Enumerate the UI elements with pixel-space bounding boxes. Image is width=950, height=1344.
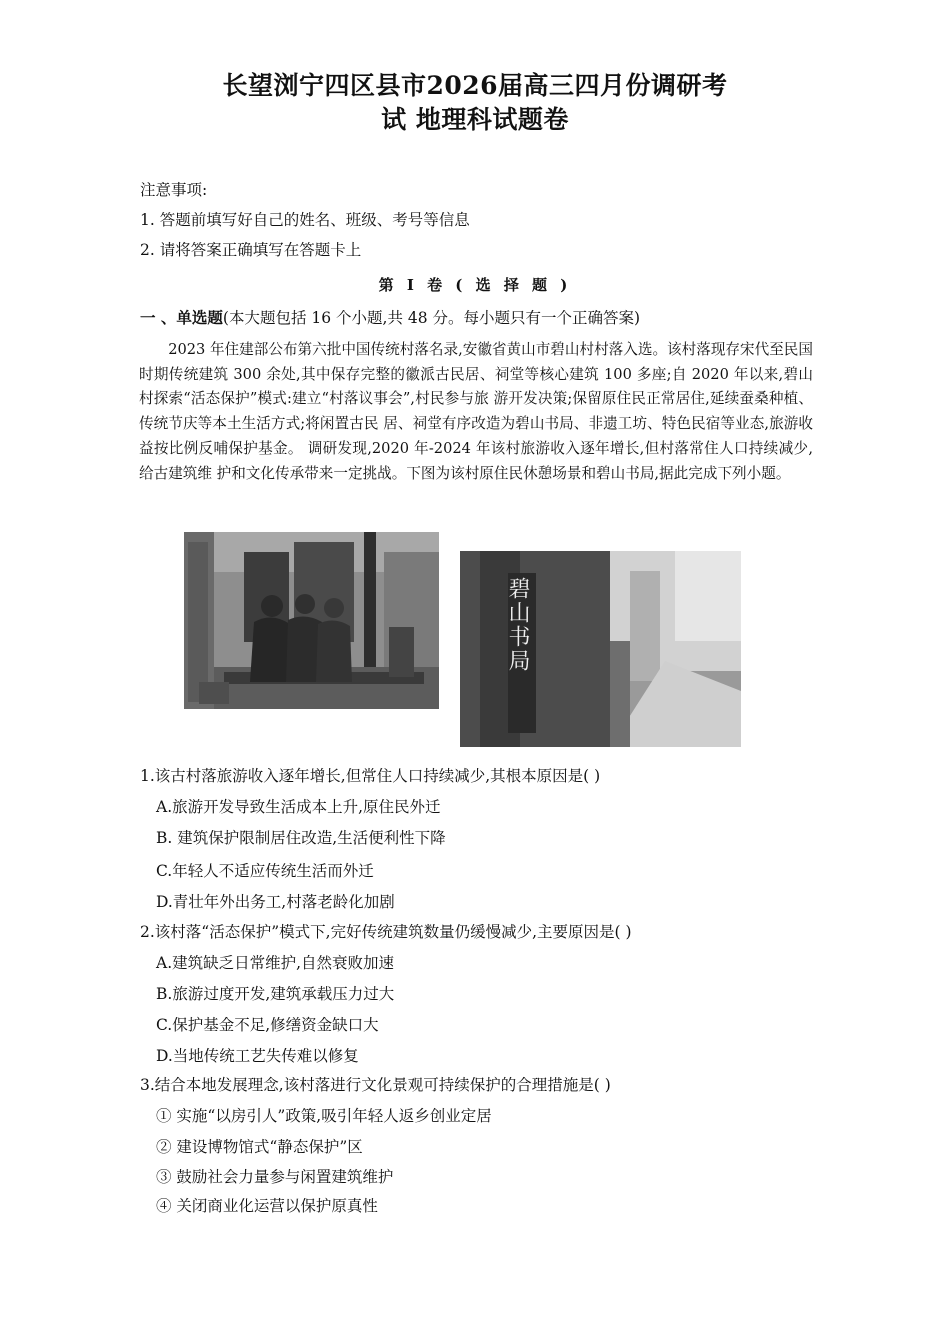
question-1-option-d: D.青壮年外出务工,村落老龄化加剧 [156, 893, 395, 911]
section-title: 第 I 卷 ( 选 择 题 ) [378, 276, 572, 294]
question-2-option-c: C.保护基金不足,修缮资金缺口大 [156, 1016, 379, 1034]
bookstore-sign: 碧山书局 [505, 577, 530, 673]
part-description: (本大题包括 16 个小题,共 48 分。每小题只有一个正确答案) [222, 309, 641, 327]
part-heading [140, 306, 640, 328]
part-label: 一 、单选题 [140, 308, 223, 327]
exam-title-line1: 长望浏宁四区县市2026届高三四月份调研考 [222, 71, 728, 100]
question-2-option-d: D.当地传统工艺失传难以修复 [156, 1047, 359, 1065]
notice-item-1: 1. 答题前填写好自己的姓名、班级、考号等信息 [140, 211, 470, 229]
question-3-option-1: ① 实施“以房引人”政策,吸引年轻人返乡创业定居 [156, 1107, 492, 1125]
question-3-option-2: ② 建设博物馆式“静态保护”区 [156, 1138, 363, 1156]
question-2-option-a: A.建筑缺乏日常维护,自然衰败加速 [156, 954, 395, 972]
question-1-option-a: A.旅游开发导致生活成本上升,原住民外迁 [156, 798, 441, 816]
exam-title-line2: 试 地理科试题卷 [381, 105, 569, 134]
notice-heading: 注意事项: [140, 181, 208, 199]
question-2-stem: 2.该村落“活态保护”模式下,完好传统建筑数量仍缓慢减少,主要原因是( ) [140, 923, 632, 941]
question-3-stem: 3.结合本地发展理念,该村落进行文化景观可持续保护的合理措施是( ) [140, 1076, 611, 1094]
question-3-option-3: ③ 鼓励社会力量参与闲置建筑维护 [156, 1168, 394, 1186]
bishan-bookstore-photo [460, 551, 741, 747]
question-3-option-4: ④ 关闭商业化运营以保护原真性 [156, 1197, 378, 1215]
question-1-stem: 1.该古村落旅游收入逐年增长,但常住人口持续减少,其根本原因是( ) [140, 767, 601, 785]
villagers-resting-photo [184, 532, 439, 709]
question-1-option-b: B. 建筑保护限制居住改造,生活便利性下降 [156, 829, 446, 847]
question-1-option-c: C.年轻人不适应传统生活而外迁 [156, 862, 374, 880]
villagers-illustration [184, 532, 439, 709]
notice-item-2: 2. 请将答案正确填写在答题卡上 [140, 241, 362, 259]
passage-text: 2023 年住建部公布第六批中国传统村落名录,安徽省黄山市碧山村村落入选。该村落现存宋代至民国时期传统建筑 300 余处,其中保存完整的徽派古民居、祠堂等核心建筑 100 多座;自 2020 年以来,碧山村探索“活态保护”模式:建立“村落议事会”,村民参与旅 游开发决策;保留原住民正常居住,延续蚕桑种植、传统节庆等本土生活方式;将闲置古民 居、祠堂有序改造为碧山书局、非遗工坊、特色民宿等业态,旅游收益按比例反哺保护基金。 调研发现,2020 年-2024 年该村旅游收入逐年增长,但村落常住人口持续减少,给古建筑维 护和文化传承带来一定挑战。下图为该村原住民休憩场景和碧山书局,据此完成下列小题。 [139, 341, 813, 482]
question-2-option-b: B.旅游过度开发,建筑承载压力过大 [156, 985, 395, 1003]
